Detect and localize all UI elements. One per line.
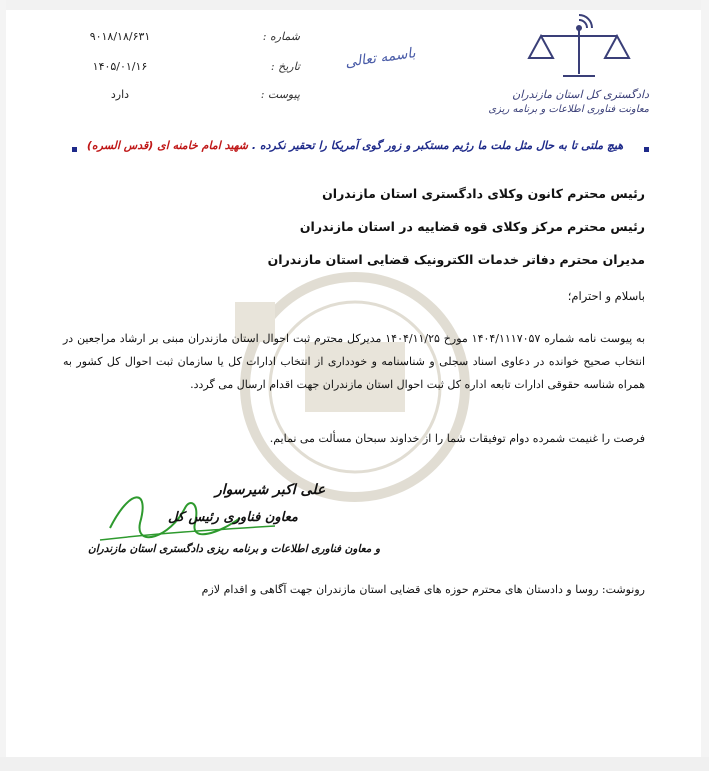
scales-of-justice-icon	[519, 14, 639, 86]
frame-left	[0, 0, 6, 771]
quote-source: شهید امام خامنه ای (قدس السره)	[86, 139, 248, 152]
number-label: شماره :	[262, 30, 300, 43]
quote-marker-right	[644, 147, 649, 152]
letter-body: به پیوست نامه شماره ۱۴۰۴/۱۱۱۷۰۵۷ مورخ ۱۴۰۴/۱۱/۲۵ مدیرکل محترم ثبت احوال استان مازندران مبنی بر ارشاد مراجعین در انتخاب صحیح خوانده در دعاوی اسناد سجلی و شناسنامه و خودداری از انتخاب ادارات کل یا سازمان ثبت احوال کل کشور به همراه شناسه حقوقی ادارات تابعه اداره کل ثبت احوال استان مازندران جهت اقدام ارسال می گردد.	[63, 332, 646, 391]
attachment-value: دارد	[110, 88, 130, 101]
frame-right	[701, 0, 709, 771]
quote-marker-left	[72, 147, 77, 152]
meta-number-row	[70, 30, 300, 52]
addressee-1: رئیس محترم کانون وکلای دادگستری استان مازندران	[322, 186, 645, 201]
org-logo	[488, 14, 649, 115]
date-value: ۱۴۰۵/۰۱/۱۶	[92, 60, 148, 73]
attachment-label: پیوست :	[260, 88, 300, 101]
date-label: تاریخ :	[270, 60, 300, 73]
signatory-org: و معاون فناوری اطلاعات و برنامه ریزی دادگستری استان مازندران	[88, 543, 381, 555]
frame-top	[0, 0, 709, 10]
meta-attachment-row	[70, 88, 300, 110]
signatory-name: علی اکبر شیرسوار	[215, 482, 326, 498]
quote-text: هیچ ملتی تا به حال مثل ملت ما رژیم مستکبر و زور گوی آمریکا را تحقیر نکرده .	[251, 139, 624, 152]
closing-line: فرصت را غنیمت شمرده دوام توفیقات شما را از خداوند سبحان مسألت می نمایم.	[269, 432, 645, 445]
addressee-3: مدیران محترم دفاتر خدمات الکترونیک قضایی استان مازندران	[267, 252, 645, 267]
addressee-2: رئیس محترم مرکز وکلای قوه قضاییه در استان مازندران	[299, 219, 645, 234]
frame-bottom	[0, 757, 709, 771]
letter-meta	[70, 30, 300, 110]
signatory-title: معاون فناوری رئیس کل	[168, 510, 298, 525]
number-value: ۹۰۱۸/۱۸/۶۳۱	[89, 30, 151, 43]
carbon-copy-line: رونوشت: روسا و دادستان های محترم حوزه های قضایی استان مازندران جهت آگاهی و اقدام لازم	[201, 583, 645, 596]
meta-date-row	[70, 60, 300, 82]
salutation: باسلام و احترام؛	[567, 289, 645, 303]
org-title: دادگستری کل استان مازندران	[512, 88, 649, 101]
org-subtitle: معاونت فناوری اطلاعات و برنامه ریزی	[488, 104, 649, 115]
basmala-mark: باسمه تعالی	[344, 45, 417, 71]
quote-line	[70, 139, 640, 152]
